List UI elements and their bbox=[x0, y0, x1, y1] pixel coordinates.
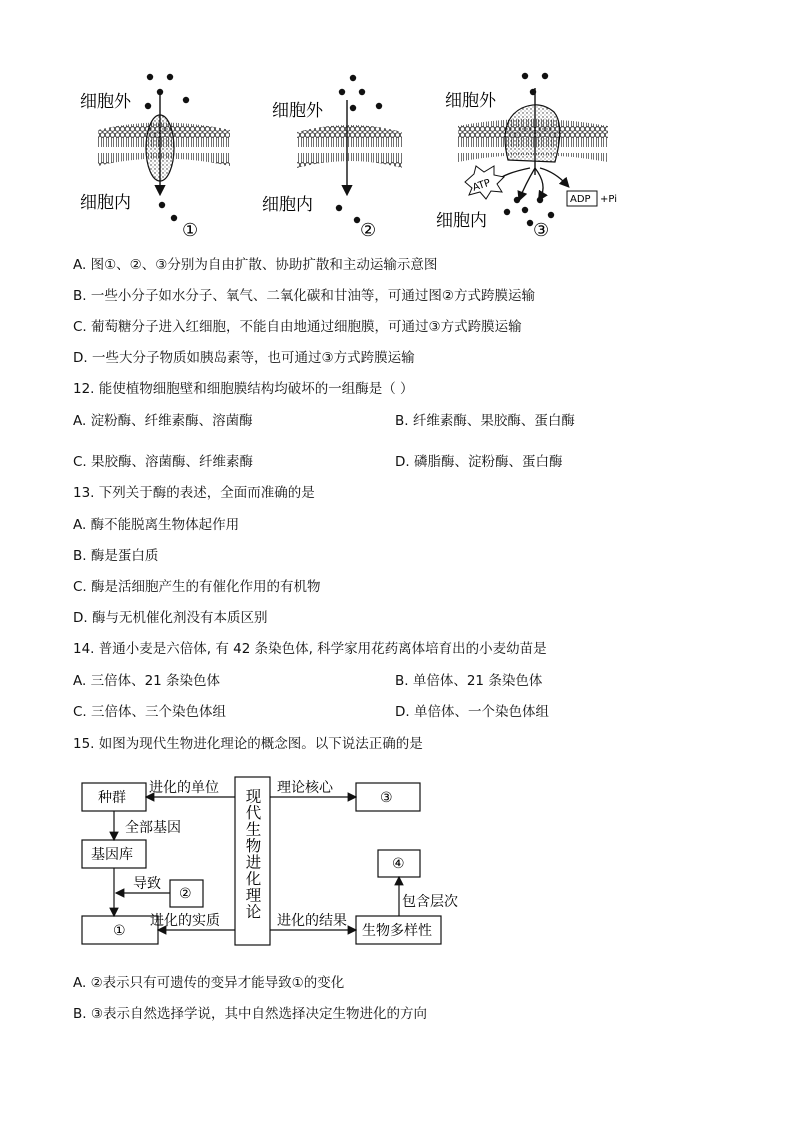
panel-1-carrier-diffusion bbox=[80, 74, 230, 241]
membrane-transport-figure bbox=[70, 60, 630, 250]
q13-option-a: A. 酶不能脱离生物体起作用 bbox=[73, 517, 240, 533]
gene-pool-label: 基因库 bbox=[91, 847, 133, 863]
panel-number: ③ bbox=[533, 220, 550, 241]
adp-label: ADP bbox=[570, 194, 591, 205]
q12-option-b: B. 纤维素酶、果胶酶、蛋白酶 bbox=[395, 413, 575, 429]
leads-label: 导致 bbox=[133, 876, 161, 892]
q12-option-c: C. 果胶酶、溶菌酶、纤维素酶 bbox=[73, 454, 254, 470]
q14-option-a: A. 三倍体、21 条染色体 bbox=[73, 673, 221, 689]
q11-option-c: C. 葡萄糖分子进入红细胞，不能自由地通过细胞膜，可通过③方式跨膜运输 bbox=[73, 319, 522, 335]
atp-burst bbox=[465, 166, 504, 199]
q15-option-b: B. ③表示自然选择学说，其中自然选择决定生物进化的方向 bbox=[73, 1006, 427, 1022]
panel-3-active-transport bbox=[436, 73, 617, 241]
inside-label: 细胞内 bbox=[262, 195, 313, 215]
q14-option-d: D. 单倍体、一个染色体组 bbox=[395, 704, 549, 720]
pi-label: +Pi bbox=[600, 194, 617, 205]
q14-option-b: B. 单倍体、21 条染色体 bbox=[395, 673, 543, 689]
box-4-label: ④ bbox=[392, 856, 405, 872]
q11-option-a: A. 图①、②、③分别为自由扩散、协助扩散和主动运输示意图 bbox=[73, 257, 438, 273]
q14-option-c: C. 三倍体、三个染色体组 bbox=[73, 704, 227, 720]
q12-option-d: D. 磷脂酶、淀粉酶、蛋白酶 bbox=[395, 454, 563, 470]
svg-text:ATP: ATP bbox=[471, 177, 492, 194]
q12-option-a: A. 淀粉酶、纤维素酶、溶菌酶 bbox=[73, 413, 253, 429]
q11-option-d: D. 一些大分子物质如胰岛素等，也可通过③方式跨膜运输 bbox=[73, 350, 415, 366]
box-1-label: ① bbox=[113, 923, 126, 939]
population-label: 种群 bbox=[98, 790, 126, 806]
q13-option-c: C. 酶是活细胞产生的有催化作用的有机物 bbox=[73, 579, 321, 595]
unit-label: 进化的单位 bbox=[149, 780, 219, 796]
q13-stem: 13. 下列关于酶的表述，全面而准确的是 bbox=[73, 485, 315, 501]
outside-label: 细胞外 bbox=[80, 92, 131, 112]
box-3-label: ③ bbox=[380, 790, 393, 806]
q13-option-d: D. 酶与无机催化剂没有本质区别 bbox=[73, 610, 268, 626]
essence-label: 进化的实质 bbox=[150, 913, 220, 929]
carrier-protein bbox=[505, 105, 560, 162]
levels-label: 包含层次 bbox=[402, 894, 458, 910]
center-label: 现代生物进化理论 bbox=[243, 788, 262, 920]
panel-number: ① bbox=[182, 220, 199, 241]
panel-number: ② bbox=[360, 220, 377, 241]
box-2-label: ② bbox=[179, 886, 192, 902]
q15-option-a: A. ②表示只有可遗传的变异才能导致①的变化 bbox=[73, 975, 345, 991]
q12-stem: 12. 能使植物细胞壁和细胞膜结构均破坏的一组酶是（ ） bbox=[73, 381, 414, 397]
q14-stem: 14. 普通小麦是六倍体, 有 42 条染色体, 科学家用花药离体培育出的小麦幼苗是 bbox=[73, 641, 547, 657]
inside-label: 细胞内 bbox=[80, 193, 131, 213]
result-label: 进化的结果 bbox=[277, 913, 347, 929]
core-label: 理论核心 bbox=[277, 780, 333, 796]
outside-label: 细胞外 bbox=[272, 101, 323, 121]
q13-option-b: B. 酶是蛋白质 bbox=[73, 548, 159, 564]
all-genes-label: 全部基因 bbox=[125, 820, 181, 836]
evolution-concept-map bbox=[75, 770, 475, 955]
inside-label: 细胞内 bbox=[436, 211, 487, 231]
outside-label: 细胞外 bbox=[445, 91, 496, 111]
q15-stem: 15. 如图为现代生物进化理论的概念图。以下说法正确的是 bbox=[73, 736, 423, 752]
biodiversity-label: 生物多样性 bbox=[362, 923, 432, 939]
panel-2-free-diffusion bbox=[262, 75, 402, 241]
q11-option-b: B. 一些小分子如水分子、氧气、二氧化碳和甘油等，可通过图②方式跨膜运输 bbox=[73, 288, 535, 304]
